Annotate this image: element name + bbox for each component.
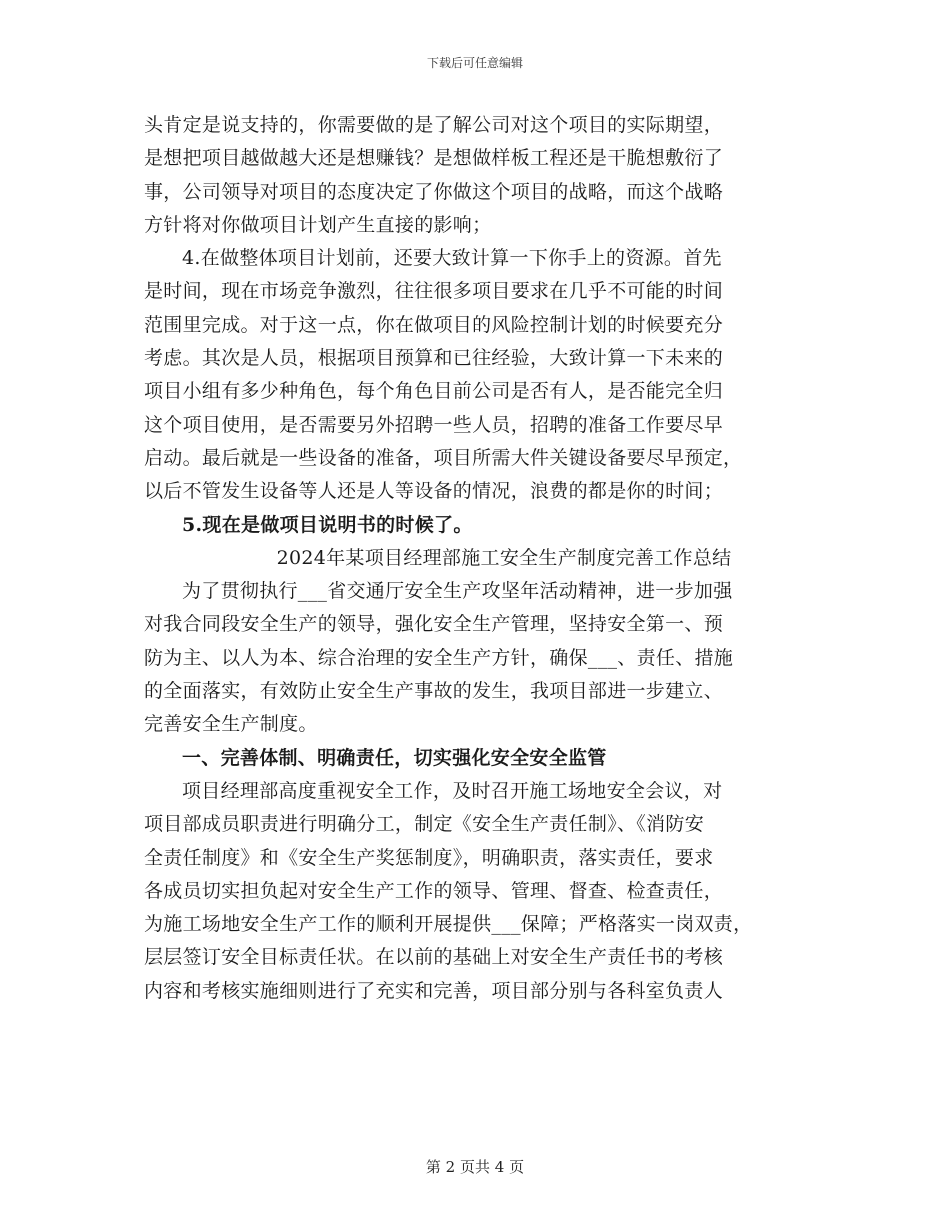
text-line: 头肯定是说支持的，你需要做的是了解公司对这个项目的实际期望， bbox=[144, 114, 724, 136]
text-line: 完善安全生产制度。 bbox=[144, 713, 318, 736]
text-line: 范围里完成。对于这一点，你在做项目的风险控制计划的时候要充分 bbox=[144, 313, 724, 336]
text-line: 全责任制度》和《安全生产奖惩制度》，明确职责，落实责任，要求 bbox=[144, 846, 714, 869]
text-line: 一、完善体制、明确责任，切实强化安全安全监管 bbox=[182, 746, 607, 769]
text-line: 的全面落实，有效防止安全生产事故的发生，我项目部进一步建立、 bbox=[144, 680, 724, 703]
text-line: 防为主、以人为本、综合治理的安全生产方针，确保___、责任、措施 bbox=[144, 646, 734, 669]
text-line: 为施工场地安全生产工作的顺利开展提供___保障；严格落实一岗双责， bbox=[144, 913, 753, 936]
text-line: 项目部成员职责进行明确分工，制定《安全生产责任制》、《消防安 bbox=[144, 813, 705, 836]
text-line: 启动。最后就是一些设备的准备，项目所需大件关键设备要尽早预定， bbox=[144, 446, 743, 469]
text-line: 5.现在是做项目说明书的时候了。 bbox=[182, 513, 473, 536]
text-line: 各成员切实担负起对安全生产工作的领导、管理、督查、检查责任， bbox=[144, 879, 724, 902]
text-line: 为了贯彻执行___省交通厅安全生产攻坚年活动精神，进一步加强 bbox=[182, 580, 733, 603]
page-header-note: 下载后可任意编辑 bbox=[426, 56, 523, 70]
page-footer: 第 2 页共 4 页 bbox=[425, 1158, 525, 1176]
text-line: 考虑。其次是人员，根据项目预算和已往经验，大致计算一下未来的 bbox=[144, 347, 724, 370]
text-line: 内容和考核实施细则进行了充实和完善，项目部分别与各科室负责人 bbox=[144, 979, 724, 1002]
text-line: 2024年某项目经理部施工安全生产制度完善工作总结 bbox=[276, 546, 732, 569]
text-line: 事，公司领导对项目的态度决定了你做这个项目的战略，而这个战略 bbox=[144, 180, 724, 203]
text-line: 对我合同段安全生产的领导，强化安全生产管理，坚持安全第一、预 bbox=[144, 613, 724, 636]
text-line: 方针将对你做项目计划产生直接的影响； bbox=[144, 213, 492, 236]
text-line: 项目小组有多少种角色，每个角色目前公司是否有人，是否能完全归 bbox=[144, 380, 724, 403]
text-line: 层层签订安全目标责任状。在以前的基础上对安全生产责任书的考核 bbox=[144, 946, 724, 969]
text-line: 是时间，现在市场竞争激烈，往往很多项目要求在几乎不可能的时间 bbox=[144, 280, 724, 303]
document-body bbox=[144, 109, 804, 1008]
text-line: 以后不管发生设备等人还是人等设备的情况，浪费的都是你的时间； bbox=[144, 480, 724, 503]
text-line: 4.在做整体项目计划前，还要大致计算一下你手上的资源。首先 bbox=[182, 247, 722, 270]
text-line: 是想把项目越做越大还是想赚钱？是想做样板工程还是干脆想敷衍了 bbox=[144, 147, 724, 170]
text-line: 项目经理部高度重视安全工作，及时召开施工场地安全会议，对 bbox=[182, 779, 723, 802]
text-line: 这个项目使用，是否需要另外招聘一些人员，招聘的准备工作要尽早 bbox=[144, 413, 724, 436]
